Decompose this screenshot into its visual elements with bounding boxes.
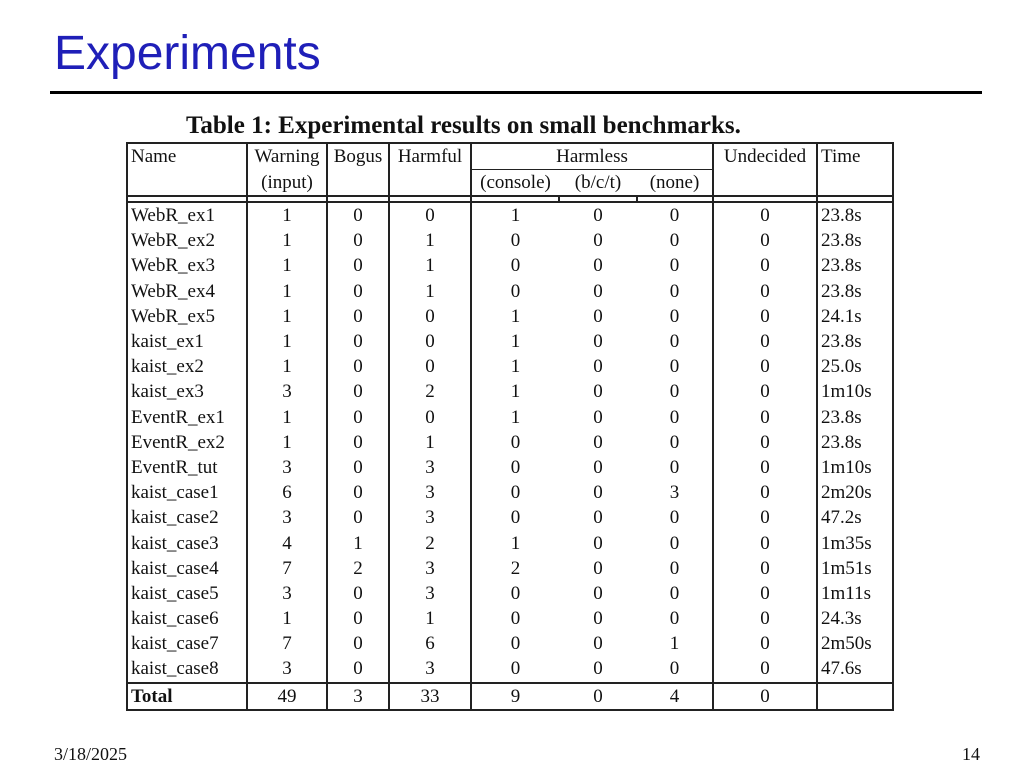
cell-harmless-none: 0 bbox=[637, 253, 713, 278]
cell-name: kaist_case1 bbox=[127, 480, 247, 505]
cell-undecided: 0 bbox=[713, 379, 817, 404]
cell-bogus: 0 bbox=[327, 253, 389, 278]
cell-harmless-console: 0 bbox=[471, 606, 559, 631]
cell-time: 47.2s bbox=[817, 505, 893, 530]
cell-harmless-none: 0 bbox=[637, 304, 713, 329]
header-undecided: Undecided bbox=[713, 143, 817, 170]
cell-harmless-none: 0 bbox=[637, 354, 713, 379]
cell-name: kaist_case7 bbox=[127, 631, 247, 656]
cell-warning: 1 bbox=[247, 202, 327, 228]
cell-bogus: 0 bbox=[327, 656, 389, 682]
table-row bbox=[127, 581, 893, 606]
cell-harmful: 3 bbox=[389, 556, 471, 581]
cell-bogus: 0 bbox=[327, 279, 389, 304]
cell-harmless-console: 2 bbox=[471, 556, 559, 581]
table-row bbox=[127, 530, 893, 555]
header-bogus-sub bbox=[327, 170, 389, 197]
cell-harmful: 0 bbox=[389, 405, 471, 430]
cell-harmless-none: 0 bbox=[637, 505, 713, 530]
cell-harmless-none: 0 bbox=[637, 556, 713, 581]
cell-undecided: 0 bbox=[713, 606, 817, 631]
cell-harmful: 3 bbox=[389, 480, 471, 505]
cell-harmful: 3 bbox=[389, 455, 471, 480]
cell-harmful: 0 bbox=[389, 354, 471, 379]
cell-bogus: 3 bbox=[327, 683, 389, 710]
cell-undecided: 0 bbox=[713, 202, 817, 228]
cell-harmless-none: 0 bbox=[637, 581, 713, 606]
cell-harmless-console: 1 bbox=[471, 304, 559, 329]
cell-bogus: 0 bbox=[327, 354, 389, 379]
table-row bbox=[127, 505, 893, 530]
header-harmful-sub bbox=[389, 170, 471, 197]
cell-harmless-bct: 0 bbox=[593, 456, 603, 478]
cell-harmless-none: 0 bbox=[637, 228, 713, 253]
cell-time: 1m11s bbox=[817, 581, 893, 606]
header-time: Time bbox=[817, 143, 893, 170]
table-total-row bbox=[127, 683, 893, 710]
table-body bbox=[127, 202, 893, 710]
cell-time: 23.8s bbox=[817, 228, 893, 253]
cell-bogus: 0 bbox=[327, 202, 389, 228]
cell-harmful: 1 bbox=[389, 430, 471, 455]
cell-harmful: 6 bbox=[389, 631, 471, 656]
cell-harmless-none: 0 bbox=[637, 430, 713, 455]
cell-undecided: 0 bbox=[713, 631, 817, 656]
cell-undecided: 0 bbox=[713, 228, 817, 253]
cell-time: 23.8s bbox=[817, 253, 893, 278]
cell-harmless-bct: 0 bbox=[593, 356, 603, 378]
cell-time: 23.8s bbox=[817, 405, 893, 430]
cell-name: WebR_ex3 bbox=[127, 253, 247, 278]
header-name: Name bbox=[127, 143, 247, 170]
cell-harmless-none: 0 bbox=[637, 455, 713, 480]
cell-name: kaist_ex1 bbox=[127, 329, 247, 354]
table-row bbox=[127, 279, 893, 304]
table-row bbox=[127, 304, 893, 329]
cell-time: 23.8s bbox=[817, 202, 893, 228]
cell-time bbox=[817, 683, 893, 710]
cell-undecided: 0 bbox=[713, 556, 817, 581]
table-row bbox=[127, 430, 893, 455]
cell-harmless-bct: 0 bbox=[593, 431, 603, 453]
cell-time: 23.8s bbox=[817, 430, 893, 455]
header-warning-sub: (input) bbox=[247, 170, 327, 197]
cell-harmless-none: 4 bbox=[637, 683, 713, 710]
cell-bogus: 0 bbox=[327, 631, 389, 656]
cell-time: 1m35s bbox=[817, 530, 893, 555]
cell-name: kaist_case6 bbox=[127, 606, 247, 631]
header-time-sub bbox=[817, 170, 893, 197]
cell-harmless-bct: 0 bbox=[593, 381, 603, 403]
cell-harmless-none: 0 bbox=[637, 279, 713, 304]
cell-warning: 3 bbox=[247, 455, 327, 480]
cell-warning: 7 bbox=[247, 556, 327, 581]
cell-bogus: 0 bbox=[327, 379, 389, 404]
header-harmless-none: (none) bbox=[637, 170, 713, 197]
cell-harmless-console: 1 bbox=[471, 354, 559, 379]
cell-harmless-console: 9 bbox=[471, 683, 559, 710]
cell-harmful: 0 bbox=[389, 304, 471, 329]
cell-warning: 1 bbox=[247, 354, 327, 379]
cell-harmless-console: 0 bbox=[471, 656, 559, 682]
cell-time: 1m10s bbox=[817, 455, 893, 480]
table-row bbox=[127, 455, 893, 480]
cell-harmless-bct: 0 bbox=[593, 205, 603, 227]
cell-harmless-bct: 0 bbox=[593, 406, 603, 428]
header-harmless-console: (console) bbox=[471, 170, 559, 197]
cell-harmless-console: 1 bbox=[471, 379, 559, 404]
table-row bbox=[127, 631, 893, 656]
cell-harmless-none: 0 bbox=[637, 405, 713, 430]
cell-harmless-console: 0 bbox=[471, 631, 559, 656]
cell-name: kaist_ex3 bbox=[127, 379, 247, 404]
cell-harmful: 3 bbox=[389, 581, 471, 606]
cell-undecided: 0 bbox=[713, 505, 817, 530]
header-bogus: Bogus bbox=[327, 143, 389, 170]
cell-harmful: 1 bbox=[389, 253, 471, 278]
header-harmless: Harmless bbox=[471, 143, 713, 170]
footer-date: 3/18/2025 bbox=[54, 744, 128, 764]
cell-name: WebR_ex1 bbox=[127, 202, 247, 228]
cell-undecided: 0 bbox=[713, 304, 817, 329]
cell-harmless-console: 1 bbox=[471, 405, 559, 430]
cell-harmful: 1 bbox=[389, 279, 471, 304]
cell-harmless-bct: 0 bbox=[593, 255, 603, 277]
cell-harmless-bct: 0 bbox=[593, 633, 603, 655]
cell-harmless-console: 0 bbox=[471, 253, 559, 278]
cell-harmless-none: 0 bbox=[637, 329, 713, 354]
cell-undecided: 0 bbox=[713, 354, 817, 379]
cell-harmless-bct: 0 bbox=[593, 557, 603, 579]
cell-harmless-none: 0 bbox=[637, 606, 713, 631]
cell-harmless-none: 0 bbox=[637, 656, 713, 682]
cell-harmless-console: 1 bbox=[471, 202, 559, 228]
cell-time: 23.8s bbox=[817, 329, 893, 354]
table-row bbox=[127, 354, 893, 379]
cell-bogus: 2 bbox=[327, 556, 389, 581]
cell-warning: 1 bbox=[247, 253, 327, 278]
cell-harmless-bct: 0 bbox=[593, 507, 603, 529]
cell-harmful: 1 bbox=[389, 228, 471, 253]
cell-time: 1m51s bbox=[817, 556, 893, 581]
cell-harmless-console: 0 bbox=[471, 455, 559, 480]
cell-name: EventR_ex1 bbox=[127, 405, 247, 430]
cell-warning: 1 bbox=[247, 279, 327, 304]
cell-name: kaist_case4 bbox=[127, 556, 247, 581]
slide-title: Experiments bbox=[54, 27, 321, 80]
cell-time: 2m50s bbox=[817, 631, 893, 656]
cell-name: kaist_ex2 bbox=[127, 354, 247, 379]
table-row bbox=[127, 480, 893, 505]
header-harmful: Harmful bbox=[389, 143, 471, 170]
cell-harmless-console: 0 bbox=[471, 228, 559, 253]
cell-harmless-console: 0 bbox=[471, 480, 559, 505]
table-row bbox=[127, 556, 893, 581]
results-table bbox=[126, 142, 894, 711]
cell-harmless-console: 1 bbox=[471, 530, 559, 555]
cell-time: 24.1s bbox=[817, 304, 893, 329]
cell-harmless-console: 0 bbox=[471, 279, 559, 304]
cell-harmful: 2 bbox=[389, 530, 471, 555]
cell-harmless-bct: 0 bbox=[559, 683, 637, 710]
cell-undecided: 0 bbox=[713, 455, 817, 480]
cell-harmful: 33 bbox=[389, 683, 471, 710]
table-row bbox=[127, 228, 893, 253]
cell-warning: 49 bbox=[247, 683, 327, 710]
table-row bbox=[127, 329, 893, 354]
header-undecided-sub bbox=[713, 170, 817, 197]
cell-warning: 7 bbox=[247, 631, 327, 656]
cell-time: 1m10s bbox=[817, 379, 893, 404]
cell-harmless-bct: 0 bbox=[593, 482, 603, 504]
cell-name: kaist_case3 bbox=[127, 530, 247, 555]
cell-bogus: 1 bbox=[327, 530, 389, 555]
cell-harmless-bct: 0 bbox=[593, 331, 603, 353]
table-row bbox=[127, 606, 893, 631]
cell-bogus: 0 bbox=[327, 405, 389, 430]
cell-time: 47.6s bbox=[817, 656, 893, 682]
cell-name: WebR_ex4 bbox=[127, 279, 247, 304]
cell-undecided: 0 bbox=[713, 581, 817, 606]
cell-warning: 3 bbox=[247, 656, 327, 682]
cell-warning: 3 bbox=[247, 505, 327, 530]
table-row bbox=[127, 379, 893, 404]
cell-harmless-console: 1 bbox=[471, 329, 559, 354]
cell-undecided: 0 bbox=[713, 656, 817, 682]
cell-name: EventR_tut bbox=[127, 455, 247, 480]
cell-harmless-bct: 0 bbox=[593, 305, 603, 327]
header-name-sub bbox=[127, 170, 247, 197]
cell-warning: 3 bbox=[247, 379, 327, 404]
cell-undecided: 0 bbox=[713, 405, 817, 430]
cell-name: EventR_ex2 bbox=[127, 430, 247, 455]
cell-warning: 1 bbox=[247, 430, 327, 455]
cell-harmless-bct: 0 bbox=[593, 280, 603, 302]
cell-harmful: 0 bbox=[389, 202, 471, 228]
cell-harmless-none: 1 bbox=[637, 631, 713, 656]
cell-harmful: 3 bbox=[389, 656, 471, 682]
cell-bogus: 0 bbox=[327, 329, 389, 354]
cell-undecided: 0 bbox=[713, 329, 817, 354]
cell-undecided: 0 bbox=[713, 530, 817, 555]
cell-harmless-bct: 0 bbox=[593, 582, 603, 604]
cell-warning: 6 bbox=[247, 480, 327, 505]
cell-harmless-none: 3 bbox=[637, 480, 713, 505]
cell-harmless-bct: 0 bbox=[593, 658, 603, 680]
cell-warning: 1 bbox=[247, 304, 327, 329]
cell-bogus: 0 bbox=[327, 606, 389, 631]
cell-name: WebR_ex5 bbox=[127, 304, 247, 329]
cell-warning: 1 bbox=[247, 405, 327, 430]
page-number: 14 bbox=[962, 744, 980, 764]
cell-undecided: 0 bbox=[713, 683, 817, 710]
cell-name: kaist_case8 bbox=[127, 656, 247, 682]
cell-time: 24.3s bbox=[817, 606, 893, 631]
cell-harmless-console: 0 bbox=[471, 505, 559, 530]
cell-time: 2m20s bbox=[817, 480, 893, 505]
cell-warning: 1 bbox=[247, 606, 327, 631]
cell-harmless-none: 0 bbox=[637, 202, 713, 228]
cell-time: 23.8s bbox=[817, 279, 893, 304]
cell-warning: 4 bbox=[247, 530, 327, 555]
cell-bogus: 0 bbox=[327, 480, 389, 505]
cell-bogus: 0 bbox=[327, 455, 389, 480]
cell-undecided: 0 bbox=[713, 253, 817, 278]
cell-name: kaist_case2 bbox=[127, 505, 247, 530]
cell-harmless-console: 0 bbox=[471, 581, 559, 606]
table-caption: Table 1: Experimental results on small benchmarks. bbox=[186, 112, 741, 139]
cell-harmful: 3 bbox=[389, 505, 471, 530]
cell-undecided: 0 bbox=[713, 279, 817, 304]
cell-bogus: 0 bbox=[327, 304, 389, 329]
cell-harmful: 0 bbox=[389, 329, 471, 354]
cell-harmful: 2 bbox=[389, 379, 471, 404]
table-row bbox=[127, 202, 893, 228]
table-row bbox=[127, 656, 893, 682]
cell-name: kaist_case5 bbox=[127, 581, 247, 606]
table-row bbox=[127, 253, 893, 278]
header-harmless-bct: (b/c/t) bbox=[559, 170, 637, 197]
cell-harmless-none: 0 bbox=[637, 379, 713, 404]
cell-name: Total bbox=[127, 683, 247, 710]
cell-harmless-bct: 0 bbox=[593, 230, 603, 252]
cell-harmful: 1 bbox=[389, 606, 471, 631]
cell-harmless-none: 0 bbox=[637, 530, 713, 555]
table-row bbox=[127, 405, 893, 430]
cell-undecided: 0 bbox=[713, 430, 817, 455]
cell-harmless-bct: 0 bbox=[593, 608, 603, 630]
cell-time: 25.0s bbox=[817, 354, 893, 379]
cell-bogus: 0 bbox=[327, 430, 389, 455]
title-divider bbox=[50, 91, 982, 94]
cell-name: WebR_ex2 bbox=[127, 228, 247, 253]
cell-bogus: 0 bbox=[327, 505, 389, 530]
cell-bogus: 0 bbox=[327, 581, 389, 606]
cell-bogus: 0 bbox=[327, 228, 389, 253]
header-warning: Warning bbox=[247, 143, 327, 170]
cell-warning: 3 bbox=[247, 581, 327, 606]
cell-warning: 1 bbox=[247, 228, 327, 253]
cell-undecided: 0 bbox=[713, 480, 817, 505]
cell-harmless-bct: 0 bbox=[593, 532, 603, 554]
cell-warning: 1 bbox=[247, 329, 327, 354]
cell-harmless-console: 0 bbox=[471, 430, 559, 455]
